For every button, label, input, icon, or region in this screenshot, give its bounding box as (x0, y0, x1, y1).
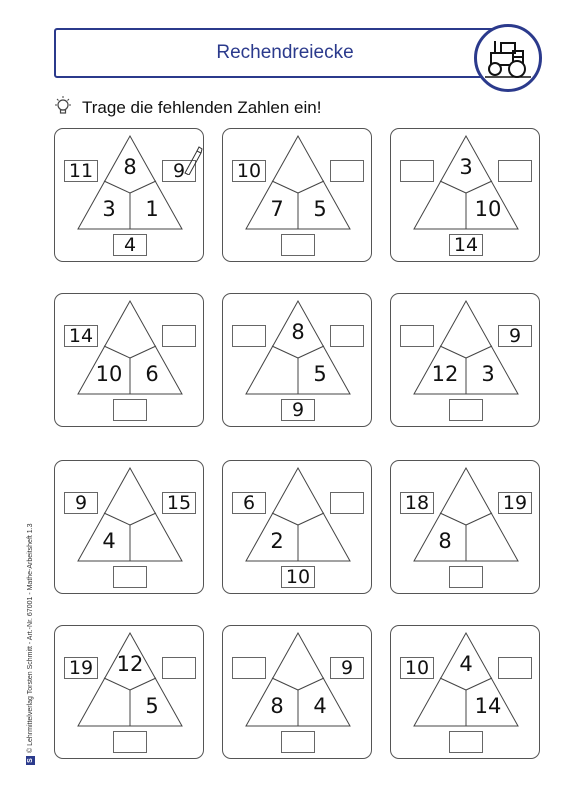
top-number (446, 319, 486, 345)
lightbulb-icon (52, 95, 74, 121)
right-sum-box[interactable] (162, 657, 196, 679)
credit-text: © Lehrmittelverlag Torsten Schmitt - Art.-Nr. 67001 - Mathe-Arbeitsheft 1.3 (27, 523, 34, 753)
right-sum-box[interactable] (330, 325, 364, 347)
bottom-sum-box[interactable]: 4 (113, 234, 147, 256)
bottom-sum-box[interactable] (449, 731, 483, 753)
instruction-row (52, 96, 321, 120)
left-sum-box[interactable] (400, 325, 434, 347)
top-number (278, 651, 318, 677)
left-sum-box[interactable]: 18 (400, 492, 434, 514)
left-sum-box[interactable] (232, 325, 266, 347)
bottom-right-number (300, 528, 340, 554)
bottom-sum-box[interactable] (281, 234, 315, 256)
bottom-sum-box[interactable] (449, 566, 483, 588)
left-sum-box[interactable] (232, 657, 266, 679)
bottom-left-number: 8 (270, 694, 284, 718)
bottom-right-number: 10 (474, 197, 502, 221)
top-number: 3 (459, 155, 473, 179)
bottom-sum-box[interactable] (113, 731, 147, 753)
bottom-left-number: 7 (270, 197, 284, 221)
puzzle-card (54, 128, 204, 262)
puzzle-card (54, 293, 204, 427)
bottom-right-number: 3 (481, 362, 495, 386)
left-sum-box[interactable]: 11 (64, 160, 98, 182)
bottom-sum-box[interactable] (113, 399, 147, 421)
top-number (110, 319, 150, 345)
left-sum-box[interactable]: 6 (232, 492, 266, 514)
bottom-left-number (425, 196, 465, 222)
bottom-right-number: 5 (145, 694, 159, 718)
bottom-left-number (257, 361, 297, 387)
top-number: 8 (291, 320, 305, 344)
top-number: 4 (459, 652, 473, 676)
tractor-icon (474, 24, 542, 92)
left-sum-box[interactable]: 19 (64, 657, 98, 679)
bottom-sum-box[interactable]: 10 (281, 566, 315, 588)
top-number: 8 (123, 155, 137, 179)
right-sum-box[interactable] (162, 325, 196, 347)
bottom-left-number: 2 (270, 529, 284, 553)
left-sum-box[interactable] (400, 160, 434, 182)
right-sum-box[interactable] (498, 160, 532, 182)
left-sum-box[interactable]: 14 (64, 325, 98, 347)
puzzle-card (54, 460, 204, 594)
bottom-right-number: 5 (313, 197, 327, 221)
bottom-left-number (425, 693, 465, 719)
top-number (110, 486, 150, 512)
instruction-text: Trage die fehlenden Zahlen ein! (82, 98, 322, 117)
bottom-sum-box[interactable] (113, 566, 147, 588)
puzzle-card (222, 460, 372, 594)
top-number: 12 (116, 652, 144, 676)
bottom-right-number: 1 (145, 197, 159, 221)
bottom-right-number (132, 528, 172, 554)
right-sum-box[interactable] (330, 160, 364, 182)
bottom-sum-box[interactable]: 9 (281, 399, 315, 421)
publisher-credit (26, 523, 35, 765)
top-number (446, 486, 486, 512)
right-sum-box[interactable] (330, 492, 364, 514)
left-sum-box[interactable]: 9 (64, 492, 98, 514)
bottom-left-number: 10 (95, 362, 123, 386)
puzzle-card (54, 625, 204, 759)
bottom-right-number: 4 (313, 694, 327, 718)
bottom-right-number (468, 528, 508, 554)
bottom-sum-box[interactable] (281, 731, 315, 753)
bottom-left-number: 4 (102, 529, 116, 553)
bottom-left-number (89, 693, 129, 719)
bottom-left-number: 3 (102, 197, 116, 221)
right-sum-box[interactable]: 19 (498, 492, 532, 514)
top-number (278, 486, 318, 512)
right-sum-box[interactable]: 9 (162, 160, 196, 182)
left-sum-box[interactable]: 10 (232, 160, 266, 182)
top-number (278, 154, 318, 180)
puzzle-card (390, 128, 540, 262)
publisher-logo: S (26, 756, 35, 765)
bottom-sum-box[interactable]: 14 (449, 234, 483, 256)
bottom-left-number: 8 (438, 529, 452, 553)
page-title: Rechendreiecke (216, 42, 354, 63)
puzzle-card (390, 625, 540, 759)
puzzle-card (222, 128, 372, 262)
puzzle-card (222, 293, 372, 427)
right-sum-box[interactable]: 15 (162, 492, 196, 514)
bottom-right-number: 14 (474, 694, 502, 718)
right-sum-box[interactable]: 9 (498, 325, 532, 347)
right-sum-box[interactable]: 9 (330, 657, 364, 679)
bottom-right-number: 6 (145, 362, 159, 386)
bottom-left-number: 12 (431, 362, 459, 386)
bottom-sum-box[interactable] (449, 399, 483, 421)
right-sum-box[interactable] (498, 657, 532, 679)
puzzle-card (390, 460, 540, 594)
left-sum-box[interactable]: 10 (400, 657, 434, 679)
puzzle-card (390, 293, 540, 427)
bottom-right-number: 5 (313, 362, 327, 386)
title-bar (54, 28, 516, 78)
puzzle-card (222, 625, 372, 759)
